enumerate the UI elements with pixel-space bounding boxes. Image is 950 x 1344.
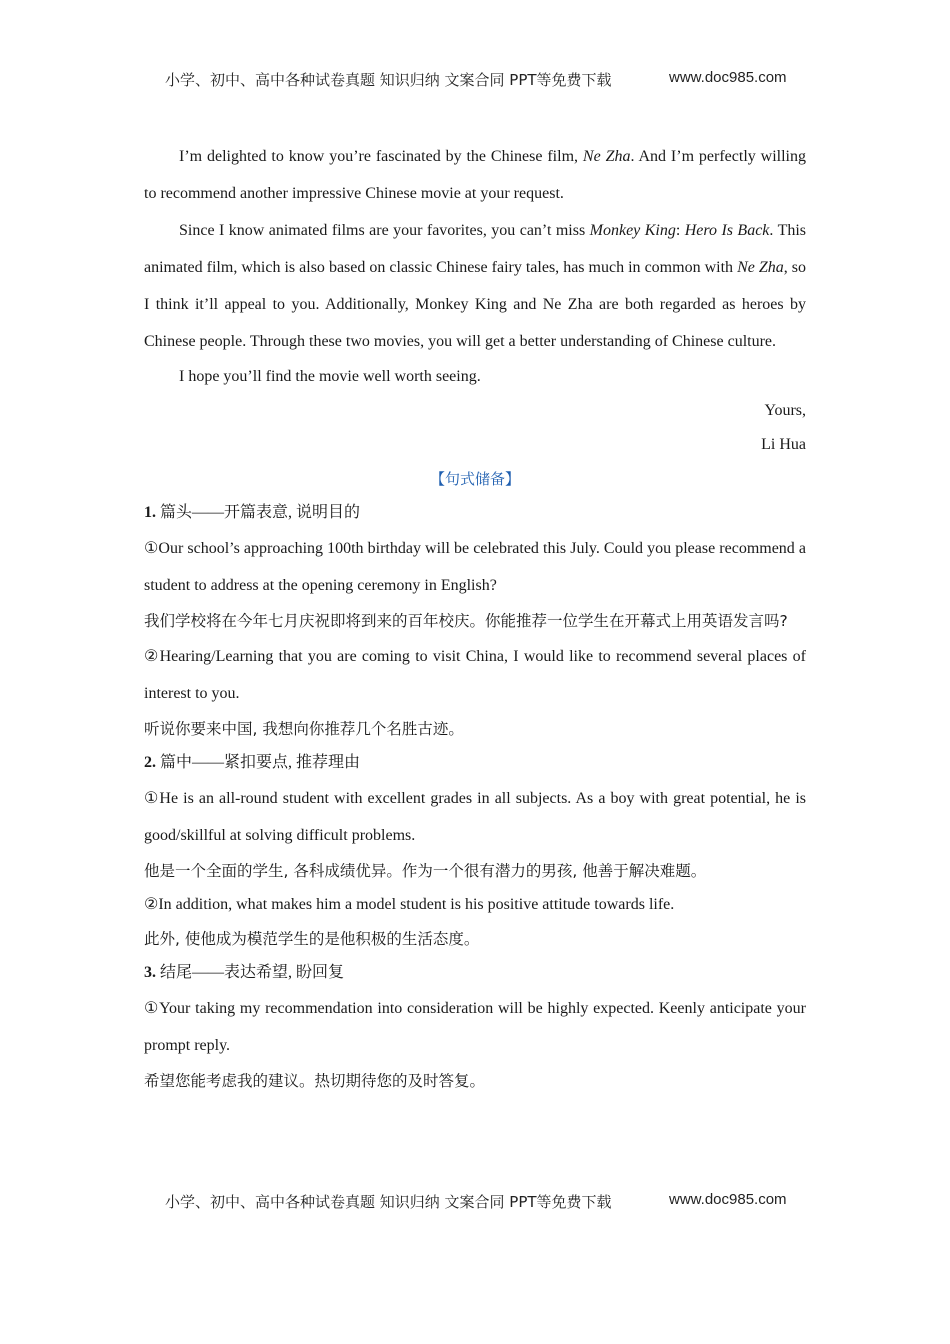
example-sentence-zh: 此外, 使他成为模范学生的是他积极的生活态度。: [144, 930, 480, 948]
group-heading: 2. 篇中——紧扣要点, 推荐理由: [144, 754, 361, 771]
group-heading: 1. 篇头——开篇表意, 说明目的: [144, 504, 361, 521]
group-heading: 3. 结尾——表达希望, 盼回复: [144, 964, 345, 981]
example-sentence-en: ①Our school’s approaching 100th birthday will be celebrated this July. Could you please recommend a student to address at the opening ceremony in English?: [144, 540, 806, 594]
letter-signature: Li Hua: [761, 436, 806, 453]
film-title: Ne Zha: [737, 259, 784, 276]
example-sentence-en: ②In addition, what makes him a model student is his positive attitude towards life.: [144, 896, 675, 913]
example-sentence-zh: 希望您能考虑我的建议。热切期待您的及时答复。: [144, 1072, 486, 1090]
film-title: Monkey King: [589, 222, 676, 239]
header-url[interactable]: www.doc985.com: [669, 69, 787, 86]
footer-text: 小学、初中、高中各种试卷真题 知识归纳 文案合同 PPT等免费下载: [165, 1193, 612, 1211]
section-title: 【句式储备】: [429, 470, 520, 488]
example-sentence-zh: 听说你要来中国, 我想向你推荐几个名胜古迹。: [144, 720, 464, 738]
film-title: Ne Zha: [582, 148, 631, 165]
example-sentence-en: ②Hearing/Learning that you are coming to visit China, I would like to recommend several places of interest to you.: [144, 648, 806, 702]
footer-url[interactable]: www.doc985.com: [669, 1191, 787, 1208]
example-sentence-en: ①Your taking my recommendation into consideration will be highly expected. Keenly anticipate your prompt reply.: [144, 1000, 806, 1054]
letter-paragraph-2: Since I know animated films are your favorites, you can’t miss Monkey King: Hero Is Back. This animated film, which is also based on classic Chinese fairy tales, has much in common with Ne Zha, so I think it’ll appeal to you. Additionally, Monkey King and Ne Zha are both regarded as heroes by Chinese people. Through these two movies, you will get a better understanding of Chinese culture.: [144, 222, 807, 350]
example-sentence-zh: 我们学校将在今年七月庆祝即将到来的百年校庆。你能推荐一位学生在开幕式上用英语发言吗?: [144, 612, 788, 630]
letter-paragraph-1: I’m delighted to know you’re fascinated by the Chinese film, Ne Zha. And I’m perfectly willing to recommend another impressive Chinese movie at your request.: [144, 148, 806, 202]
letter-paragraph-3: I hope you’ll find the movie well worth seeing.: [179, 368, 481, 385]
document-body: [144, 138, 806, 1098]
film-title: Hero Is Back: [684, 222, 770, 239]
letter-closing: Yours,: [764, 402, 806, 419]
example-sentence-en: ①He is an all-round student with excellent grades in all subjects. As a boy with great potential, he is good/skillful at solving difficult problems.: [144, 790, 806, 844]
header-text: 小学、初中、高中各种试卷真题 知识归纳 文案合同 PPT等免费下载: [165, 71, 612, 89]
example-sentence-zh: 他是一个全面的学生, 各科成绩优异。作为一个很有潜力的男孩, 他善于解决难题。: [144, 862, 707, 880]
